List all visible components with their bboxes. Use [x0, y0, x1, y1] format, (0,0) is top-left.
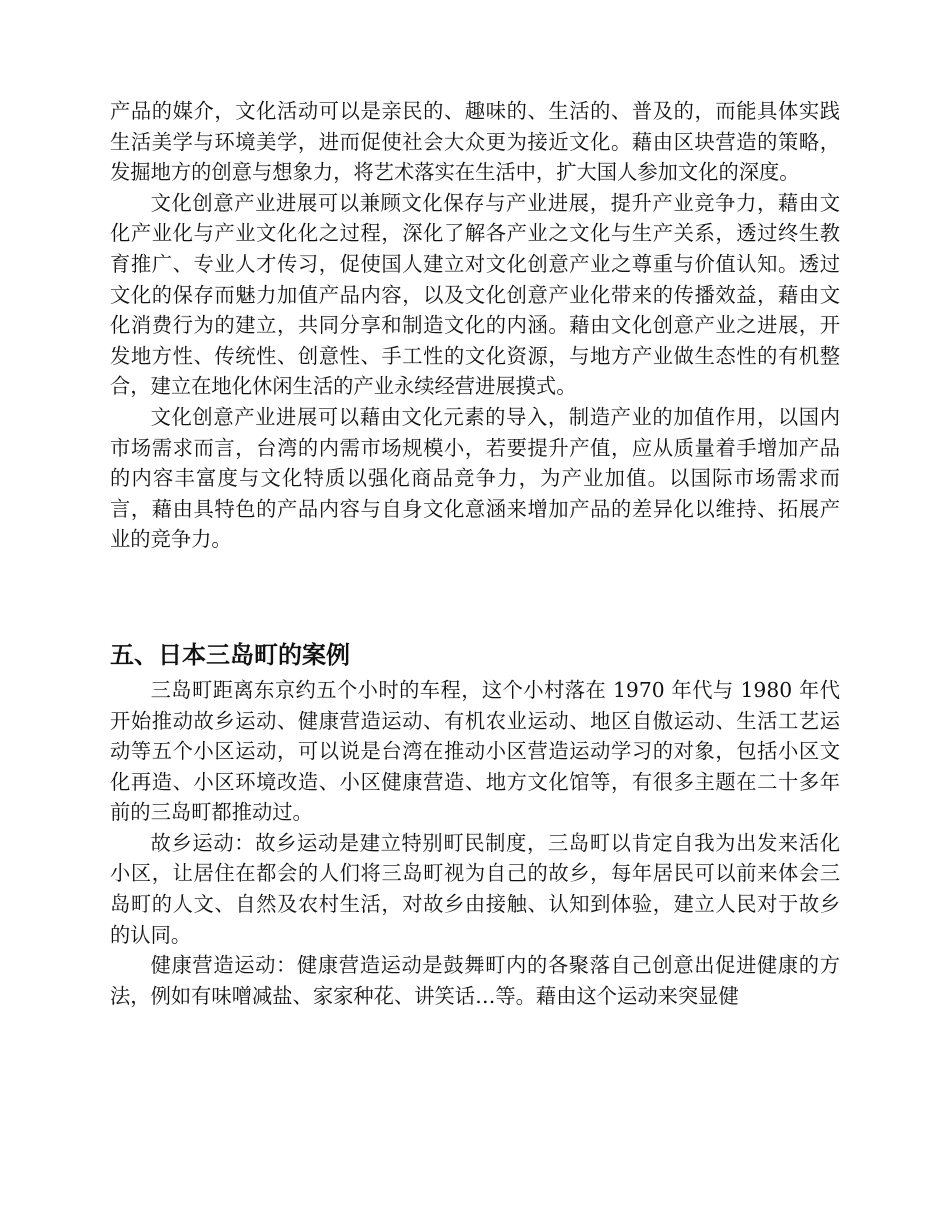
paragraph-mishima-intro: 三岛町距离东京约五个小时的车程，这个小村落在 1970 年代与 1980 年代开始推动故乡运动、健康营造运动、有机农业运动、地区自傲运动、生活工艺运动等五个小区运动，可以说是台湾在推动小区营造运动学习的对象，包括小区文化再造、小区环境改造、小区健康营造、地方文化馆等，有很多主题在二十多年前的三岛町都推动过。	[110, 677, 840, 825]
paragraph-hometown-movement: 故乡运动：故乡运动是建立特别町民制度，三岛町以肯定自我为出发来活化小区，让居住在都会的人们将三岛町视为自己的故乡，每年居民可以前来体会三岛町的人文、自然及农村生活，对故乡由接触、认知到体验，建立人民对于故乡的认同。	[110, 830, 840, 947]
paragraph-intro-continued: 产品的媒介，文化活动可以是亲民的、趣味的、生活的、普及的，而能具体实践生活美学与环境美学，进而促使社会大众更为接近文化。藉由区块营造的策略，发掘地方的创意与想象力，将艺术落实在生活中，扩大国人参加文化的深度。	[110, 99, 840, 185]
paragraph-cultural-industry-development: 文化创意产业进展可以兼顾文化保存与产业进展，提升产业竞争力，藉由文化产业化与产业文化化之过程，深化了解各产业之文化与生产关系，透过终生教育推广、专业人才传习，促使国人建立对文化创意产业之尊重与价值认知。透过文化的保存而魅力加值产品内容，以及文化创意产业化带来的传播效益，藉由文化消费行为的建立，共同分享和制造文化的内涵。藉由文化创意产业之进展，开发地方性、传统性、创意性、手工性的文化资源，与地方产业做生态性的有机整合，建立在地化休闲生活的产业永续经营进展摸式。	[110, 190, 840, 399]
paragraph-cultural-value-added: 文化创意产业进展可以藉由文化元素的导入，制造产业的加值作用，以国内市场需求而言，台湾的内需市场规模小，若要提升产值，应从质量着手增加产品的内容丰富度与文化特质以强化商品竞争力，为产业加值。以国际市场需求而言，藉由具特色的产品内容与自身文化意涵来增加产品的差异化以维持、拓展产业的竞争力。	[110, 404, 840, 552]
section-spacer	[110, 555, 840, 639]
document-page	[110, 96, 840, 1011]
section-heading: 五、日本三岛町的案例	[110, 640, 350, 669]
paragraph-health-movement: 健康营造运动：健康营造运动是鼓舞町内的各聚落自己创意出促进健康的方法，例如有味噌减盐、家家种花、讲笑话…等。藉由这个运动来突显健	[110, 953, 840, 1008]
